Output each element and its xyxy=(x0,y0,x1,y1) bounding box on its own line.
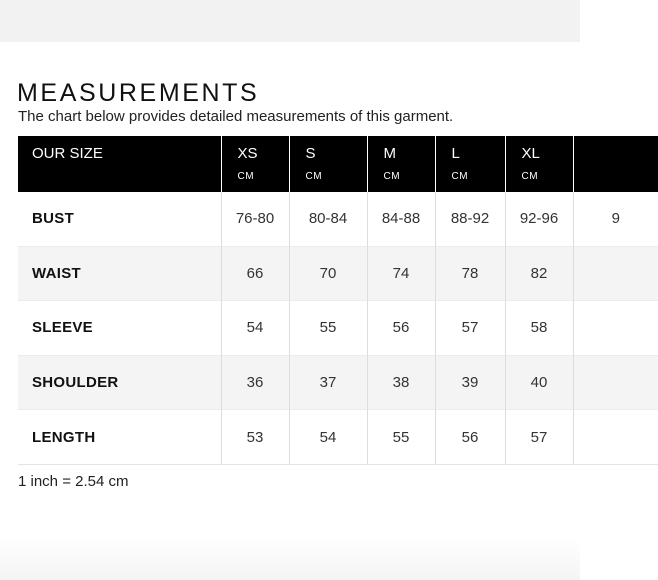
table-cell xyxy=(573,246,658,301)
page-subtitle: The chart below provides detailed measurements of this garment. xyxy=(18,108,454,125)
table-cell: 92-96 xyxy=(505,192,573,246)
top-background-band xyxy=(0,0,580,42)
header-size-s xyxy=(289,136,367,192)
table-cell: 74 xyxy=(367,246,435,301)
table-cell: 55 xyxy=(367,410,435,465)
header-size-l xyxy=(435,136,505,192)
unit-label: CM xyxy=(451,171,469,182)
table-cell: 66 xyxy=(221,246,289,301)
header-size-xl xyxy=(505,136,573,192)
table-row-sleeve xyxy=(18,301,658,356)
unit-label: CM xyxy=(383,171,401,182)
unit-label: CM xyxy=(305,171,323,182)
our-size-label: OUR SIZE xyxy=(32,145,103,162)
table-cell: 88-92 xyxy=(435,192,505,246)
measurements-table-container xyxy=(18,136,620,460)
table-cell: 57 xyxy=(435,301,505,356)
unit-label: CM xyxy=(237,171,255,182)
table-cell: 40 xyxy=(505,355,573,410)
table-cell: 55 xyxy=(289,301,367,356)
table-cell: 9 xyxy=(573,192,658,246)
row-label: SLEEVE xyxy=(18,301,221,356)
table-cell: 38 xyxy=(367,355,435,410)
row-label: LENGTH xyxy=(18,410,221,465)
table-cell: 56 xyxy=(435,410,505,465)
table-cell: 57 xyxy=(505,410,573,465)
size-label: XS xyxy=(237,145,258,162)
table-row-waist xyxy=(18,246,658,301)
header-size-cut-off xyxy=(573,136,658,192)
table-cell: 56 xyxy=(367,301,435,356)
table-cell: 36 xyxy=(221,355,289,410)
table-row-bust xyxy=(18,192,658,246)
table-cell: 76-80 xyxy=(221,192,289,246)
row-label: WAIST xyxy=(18,246,221,301)
table-row-shoulder xyxy=(18,355,658,410)
row-label: SHOULDER xyxy=(18,355,221,410)
table-row-length xyxy=(18,410,658,465)
table-cell: 82 xyxy=(505,246,573,301)
table-cell: 53 xyxy=(221,410,289,465)
size-label: M xyxy=(383,145,396,162)
table-cell: 70 xyxy=(289,246,367,301)
table-cell xyxy=(573,410,658,465)
table-cell xyxy=(573,301,658,356)
table-cell: 37 xyxy=(289,355,367,410)
table-header-row xyxy=(18,136,658,192)
row-label: BUST xyxy=(32,210,75,228)
table-cell: 78 xyxy=(435,246,505,301)
header-our-size xyxy=(18,136,221,192)
table-cell xyxy=(573,355,658,410)
size-label: XL xyxy=(521,145,540,162)
size-label: L xyxy=(451,145,460,162)
header-size-xs xyxy=(221,136,289,192)
bottom-background-band xyxy=(0,538,580,580)
table-cell: 39 xyxy=(435,355,505,410)
table-cell: 80-84 xyxy=(289,192,367,246)
table-cell: 54 xyxy=(289,410,367,465)
page-title: MEASUREMENTS xyxy=(17,79,260,107)
table-cell: 54 xyxy=(221,301,289,356)
measurements-table xyxy=(18,136,658,465)
header-size-m xyxy=(367,136,435,192)
table-cell: 58 xyxy=(505,301,573,356)
table-cell: 84-88 xyxy=(367,192,435,246)
unit-label: CM xyxy=(521,171,539,182)
conversion-note: 1 inch = 2.54 cm xyxy=(18,473,129,490)
size-label: S xyxy=(305,145,316,162)
